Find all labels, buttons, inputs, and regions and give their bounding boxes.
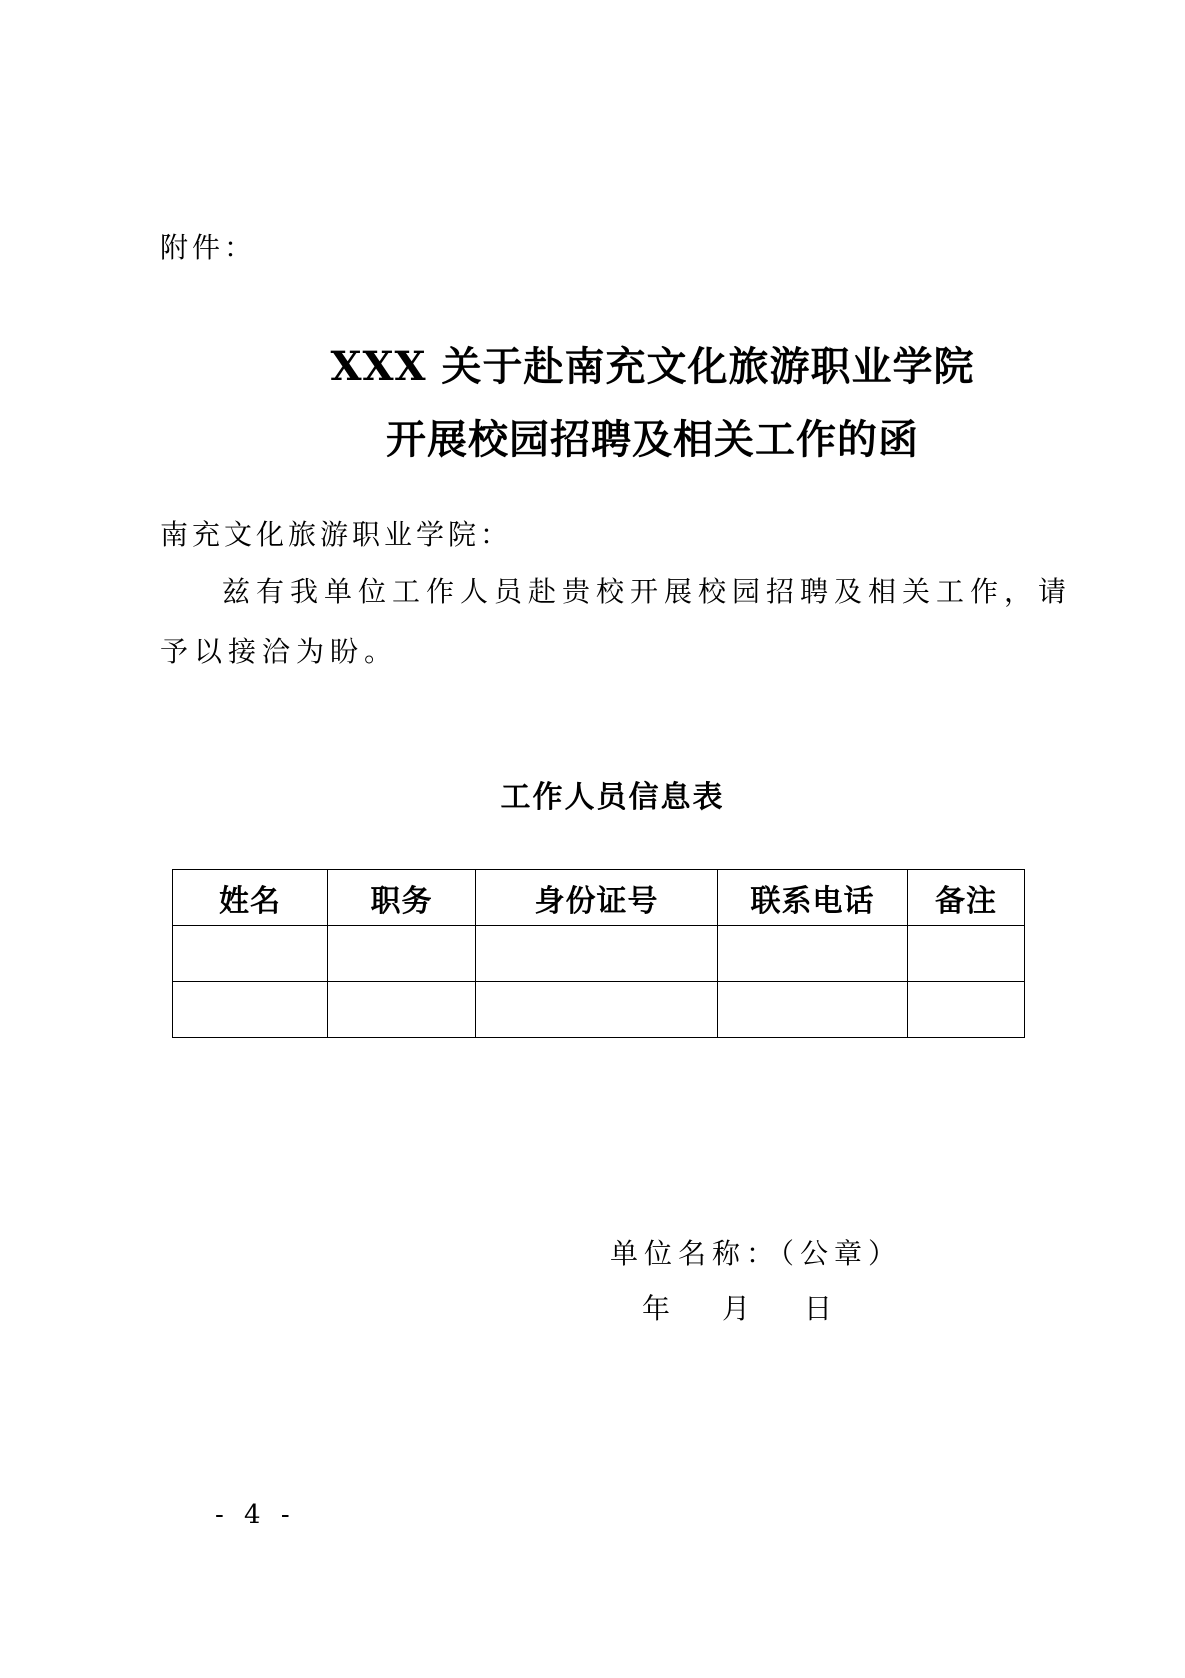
table-cell	[476, 982, 718, 1038]
header-remarks: 备注	[908, 870, 1025, 926]
header-phone: 联系电话	[718, 870, 908, 926]
signature-date-year: 年	[642, 1292, 671, 1325]
body-paragraph-line-1: 兹有我单位工作人员赴贵校开展校园招聘及相关工作，请	[222, 575, 1073, 608]
table-cell	[476, 926, 718, 982]
staff-info-table	[172, 869, 1025, 1038]
signature-unit-name: 单位名称：（公章）	[610, 1237, 903, 1270]
table-cell	[328, 982, 476, 1038]
table-row	[173, 926, 1025, 982]
table-cell	[908, 926, 1025, 982]
attachment-label: 附件：	[160, 231, 257, 264]
header-name: 姓名	[173, 870, 328, 926]
signature-date-month: 月	[722, 1292, 751, 1325]
table-cell	[718, 926, 908, 982]
table-header-row	[173, 870, 1025, 926]
table-title: 工作人员信息表	[500, 780, 725, 815]
document-title-line-1: XXX 关于赴南充文化旅游职业学院	[330, 343, 975, 390]
recipient-salutation: 南充文化旅游职业学院：	[160, 518, 513, 551]
document-title-line-2: 开展校园招聘及相关工作的函	[386, 416, 919, 463]
signature-date-day: 日	[804, 1292, 833, 1325]
table-row	[173, 982, 1025, 1038]
body-paragraph-line-2: 予以接洽为盼。	[160, 635, 399, 668]
table-cell	[328, 926, 476, 982]
header-position: 职务	[328, 870, 476, 926]
table-cell	[173, 982, 328, 1038]
header-id-number: 身份证号	[476, 870, 718, 926]
table-cell	[908, 982, 1025, 1038]
table-cell	[718, 982, 908, 1038]
table-cell	[173, 926, 328, 982]
page-number: - 4 -	[215, 1500, 296, 1530]
